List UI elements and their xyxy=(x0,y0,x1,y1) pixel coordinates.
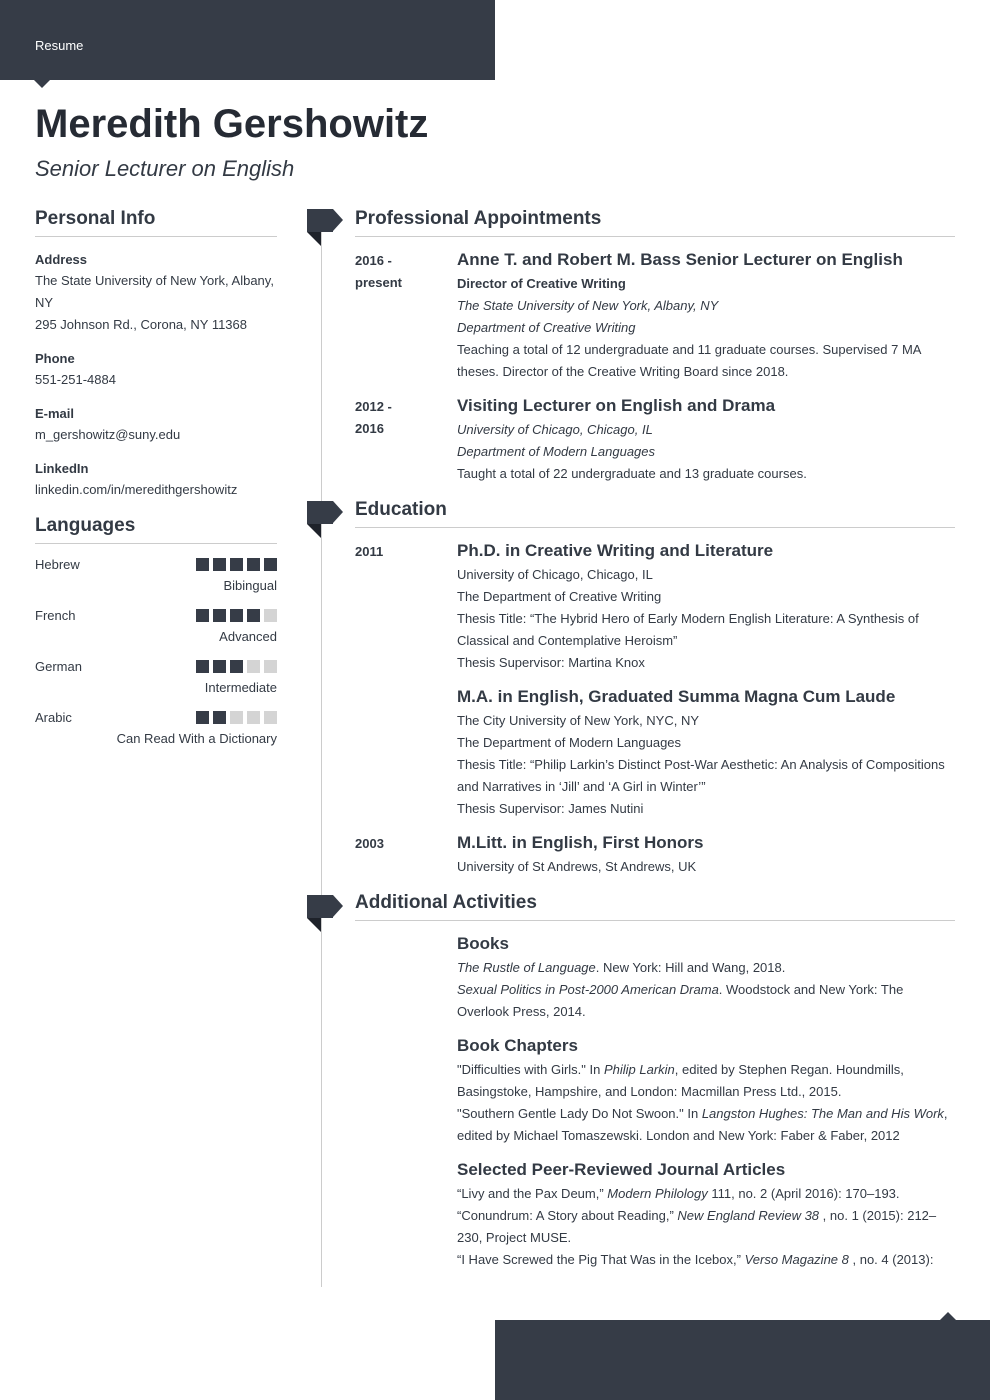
phone-value: 551-251-4884 xyxy=(35,372,116,387)
phone-label: Phone xyxy=(35,351,75,366)
entry-date: 2003 xyxy=(355,836,384,851)
person-title: Senior Lecturer on English xyxy=(35,156,295,181)
rating-square xyxy=(196,711,209,724)
rating-square xyxy=(196,609,209,622)
article-item: “Livy and the Pax Deum,” Modern Philology 111, no. 2 (April 2016): 170–193. xyxy=(457,1186,900,1201)
entry-title: M.A. in English, Graduated Summa Magna Cum Laude xyxy=(457,687,896,706)
email-label: E-mail xyxy=(35,406,75,421)
entry-department: Department of Modern Languages xyxy=(457,444,656,459)
address-line-1: The State University of New York, Albany, NY xyxy=(35,273,274,310)
rating-square xyxy=(213,711,226,724)
language-rating xyxy=(196,609,277,622)
book-item: Sexual Politics in Post-2000 American Drama. Woodstock and New York: The Overlook Press, 2014. xyxy=(457,982,904,1019)
language-item xyxy=(35,607,277,658)
book-title: Sexual Politics in Post-2000 American Drama xyxy=(457,982,719,997)
entry-role: Director of Creative Writing xyxy=(457,276,626,291)
education-entry xyxy=(355,686,955,820)
linkedin-label: LinkedIn xyxy=(35,461,89,476)
entry-date: 2012 - 2016 xyxy=(355,399,392,436)
rating-square xyxy=(264,711,277,724)
entry-line: University of St Andrews, St Andrews, UK xyxy=(457,859,697,874)
language-item xyxy=(35,709,277,760)
book-item: The Rustle of Language. New York: Hill and Wang, 2018. xyxy=(457,960,786,975)
appointment-entry xyxy=(355,395,955,485)
languages-title: Languages xyxy=(35,515,277,544)
entry-organization: University of Chicago, Chicago, IL xyxy=(457,422,653,437)
footer-notch xyxy=(940,1312,956,1320)
rating-square xyxy=(247,558,260,571)
entry-line: Thesis Title: “Philip Larkin’s Distinct Post-War Aesthetic: An Analysis of Compositions and Narratives in ‘Jill’ and ‘A Girl in Winter’” xyxy=(457,757,945,794)
activity-group-articles xyxy=(355,1159,955,1271)
rating-square xyxy=(230,660,243,673)
rating-square xyxy=(230,609,243,622)
address-label: Address xyxy=(35,252,88,267)
activity-group-books xyxy=(355,933,955,1023)
education-title: Education xyxy=(355,499,955,528)
language-list xyxy=(35,556,277,760)
chapter-item: "Southern Gentle Lady Do Not Swoon." In Langston Hughes: The Man and His Work, edited by Michael Tomaszewski. London and New York: Faber & Faber, 2012 xyxy=(457,1106,948,1143)
articles-title: Selected Peer-Reviewed Journal Articles xyxy=(457,1160,786,1179)
language-name: German xyxy=(35,659,82,674)
entry-line: Thesis Title: “The Hybrid Hero of Early Modern English Literature: A Synthesis of Classical and Contemplative Heroism” xyxy=(457,611,919,648)
language-level: Bibingual xyxy=(223,578,277,593)
language-name: Arabic xyxy=(35,710,72,725)
entry-date: 2011 xyxy=(355,544,384,559)
chapter-item: "Difficulties with Girls." In Philip Larkin, edited by Stephen Regan. Houndmills, Basingstoke, Hampshire, and London: Macmillan Press Ltd., 2015. xyxy=(457,1062,904,1099)
section-flag-icon xyxy=(307,209,343,246)
entry-line: Thesis Supervisor: James Nutini xyxy=(457,801,644,816)
section-flag-icon xyxy=(307,501,343,538)
language-level: Advanced xyxy=(219,629,277,644)
entry-title: Visiting Lecturer on English and Drama xyxy=(457,396,776,415)
email-value: m_gershowitz@suny.edu xyxy=(35,427,181,442)
rating-square xyxy=(213,660,226,673)
section-flag-icon xyxy=(307,895,343,932)
header-banner xyxy=(0,0,495,80)
entry-line: The City University of New York, NYC, NY xyxy=(457,713,700,728)
footer-banner xyxy=(495,1320,990,1400)
entry-department: Department of Creative Writing xyxy=(457,320,636,335)
entry-title: Anne T. and Robert M. Bass Senior Lecturer on English xyxy=(457,250,903,269)
activities-title: Additional Activities xyxy=(355,892,955,921)
address-line-2: 295 Johnson Rd., Corona, NY 11368 xyxy=(35,317,247,332)
person-name: Meredith Gershowitz xyxy=(35,102,429,146)
language-level: Intermediate xyxy=(204,680,277,695)
language-level: Can Read With a Dictionary xyxy=(116,731,277,746)
article-item: “Conundrum: A Story about Reading,” New England Review 38 , no. 1 (2015): 212–230, Project MUSE. xyxy=(457,1208,937,1245)
rating-square xyxy=(213,609,226,622)
appointments-section xyxy=(355,208,955,485)
entry-line: The Department of Creative Writing xyxy=(457,589,662,604)
activities-section xyxy=(355,892,955,1271)
entry-organization: The State University of New York, Albany, NY xyxy=(457,298,719,313)
language-rating xyxy=(196,558,277,571)
entry-line: The Department of Modern Languages xyxy=(457,735,682,750)
entry-line: Thesis Supervisor: Martina Knox xyxy=(457,655,645,670)
rating-square xyxy=(196,558,209,571)
rating-square xyxy=(196,660,209,673)
activity-group-chapters xyxy=(355,1035,955,1147)
appointments-title: Professional Appointments xyxy=(355,208,955,237)
right-column xyxy=(355,208,955,1285)
linkedin-value: linkedin.com/in/meredithgershowitz xyxy=(35,482,238,497)
timeline-line xyxy=(321,232,322,1287)
rating-square xyxy=(230,711,243,724)
personal-info-title: Personal Info xyxy=(35,208,277,237)
rating-square xyxy=(264,558,277,571)
entry-date: 2016 - present xyxy=(355,253,402,290)
rating-square xyxy=(247,711,260,724)
books-title: Books xyxy=(457,934,509,953)
rating-square xyxy=(264,609,277,622)
rating-square xyxy=(230,558,243,571)
left-column xyxy=(35,208,277,760)
education-section xyxy=(355,499,955,878)
language-rating xyxy=(196,711,277,724)
education-entry xyxy=(355,832,955,878)
education-entry xyxy=(355,540,955,674)
entry-title: Ph.D. in Creative Writing and Literature xyxy=(457,541,774,560)
resume-label: Resume xyxy=(35,38,84,53)
entry-title: M.Litt. in English, First Honors xyxy=(457,833,704,852)
rating-square xyxy=(247,660,260,673)
language-item xyxy=(35,658,277,709)
rating-square xyxy=(264,660,277,673)
article-item: “I Have Screwed the Pig That Was in the Icebox,” Verso Magazine 8 , no. 4 (2013): xyxy=(457,1252,934,1267)
book-title: The Rustle of Language xyxy=(457,960,596,975)
appointment-entry xyxy=(355,249,955,383)
language-rating xyxy=(196,660,277,673)
language-name: Hebrew xyxy=(35,557,80,572)
language-item xyxy=(35,556,277,607)
rating-square xyxy=(247,609,260,622)
entry-date xyxy=(355,686,457,820)
entry-description: Teaching a total of 12 undergraduate and 11 graduate courses. Supervised 7 MA theses. Director of the Creative Writing Board since 2018. xyxy=(457,342,921,379)
entry-line: University of Chicago, Chicago, IL xyxy=(457,567,653,582)
entry-description: Taught a total of 22 undergraduate and 13 graduate courses. xyxy=(457,466,807,481)
chapters-title: Book Chapters xyxy=(457,1036,578,1055)
language-name: French xyxy=(35,608,76,623)
rating-square xyxy=(213,558,226,571)
header-notch xyxy=(34,80,50,88)
